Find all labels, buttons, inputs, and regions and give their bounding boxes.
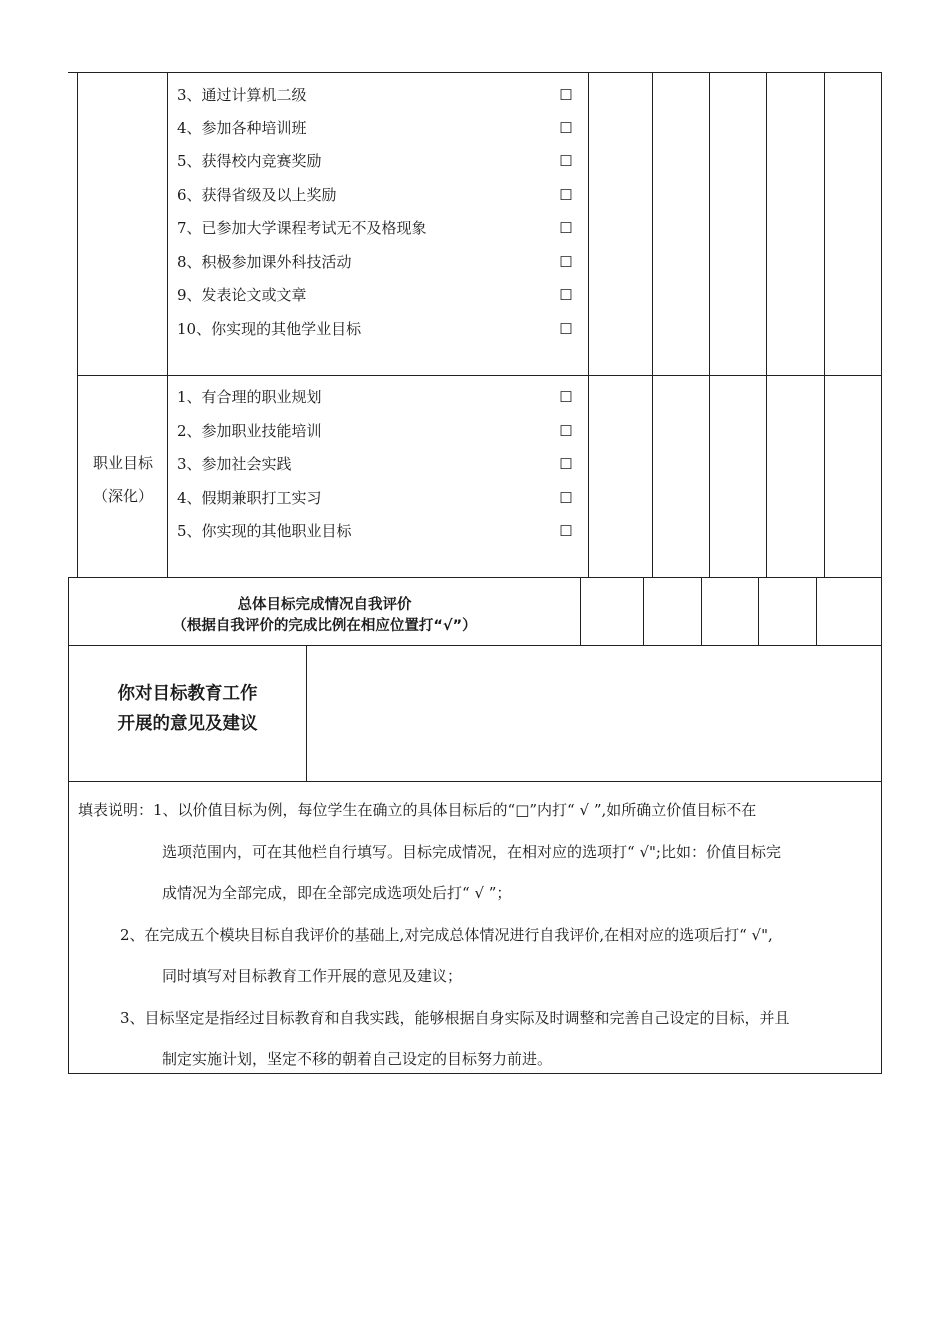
table-border-left: [68, 577, 69, 1074]
goal-checkbox[interactable]: ☐: [559, 455, 573, 473]
rating-cell[interactable]: [759, 578, 816, 645]
goal-item-label: 8、积极参加课外科技活动: [177, 253, 352, 271]
column-divider: [824, 72, 825, 578]
goal-checkbox[interactable]: ☐: [559, 286, 573, 304]
instructions-note-3: 制定实施计划，坚定不移的朝着自己设定的目标努力前进。: [162, 1050, 553, 1068]
summary-title: 总体目标完成情况自我评价: [237, 597, 412, 613]
goal-item-label: 1、有合理的职业规划: [177, 388, 322, 406]
goal-checkbox[interactable]: ☐: [559, 320, 573, 338]
column-divider: [588, 72, 589, 578]
instructions-note-2: 2、在完成五个模块目标自我评价的基础上,对完成总体情况进行自我评价,在相对应的选项后打“ √",: [120, 926, 773, 944]
table-border-right: [881, 577, 882, 1074]
row-divider: [77, 375, 882, 376]
column-divider: [709, 72, 710, 578]
goal-checkbox[interactable]: ☐: [559, 186, 573, 204]
career-category-title: 职业目标: [92, 454, 153, 472]
rating-cell[interactable]: [702, 578, 758, 645]
summary-instruction: （根据自我评价的完成比例在相应位置打“√”）: [172, 618, 477, 634]
overall-self-evaluation: [69, 595, 580, 637]
goal-item-label: 3、通过计算机二级: [177, 86, 307, 104]
instructions-note-3: 3、目标坚定是指经过目标教育和自我实践，能够根据自身实际及时调整和完善自己设定的目标，并且: [120, 1009, 790, 1027]
instructions-note-1: 选项范围内，可在其他栏自行填写。目标完成情况，在相对应的选项打“ √";比如：价值目标完: [162, 843, 781, 861]
instructions-note-2: 同时填写对目标教育工作开展的意见及建议；: [162, 967, 463, 985]
goal-item-label: 5、获得校内竞赛奖励: [177, 152, 322, 170]
goal-item-label: 6、获得省级及以上奖励: [177, 186, 337, 204]
table-border-bottom: [68, 1073, 882, 1074]
goal-item-label: 10、你实现的其他学业目标: [177, 320, 362, 338]
goal-checkbox[interactable]: ☐: [559, 253, 573, 271]
goal-checkbox[interactable]: ☐: [559, 489, 573, 507]
opinion-label-line2: 开展的意见及建议: [117, 714, 258, 734]
career-goal-category: [78, 447, 168, 513]
goal-item-label: 4、参加各种培训班: [177, 119, 307, 137]
rating-cell[interactable]: [581, 578, 643, 645]
goal-item-label: 3、参加社会实践: [177, 455, 292, 473]
goal-checkbox[interactable]: ☐: [559, 522, 573, 540]
goal-checkbox[interactable]: ☐: [559, 219, 573, 237]
goal-checkbox[interactable]: ☐: [559, 388, 573, 406]
goal-item-label: 2、参加职业技能培训: [177, 422, 322, 440]
goal-item-label: 9、发表论文或文章: [177, 286, 307, 304]
column-divider: [766, 72, 767, 578]
rating-cell[interactable]: [644, 578, 701, 645]
career-category-subtitle: （深化）: [92, 487, 153, 505]
instructions-note-1: 成情况为全部完成，即在全部完成选项处后打“ √ ”；: [162, 884, 512, 902]
goal-checkbox[interactable]: ☐: [559, 86, 573, 104]
goal-item-label: 7、已参加大学课程考试无不及格现象: [177, 219, 427, 237]
rating-cell[interactable]: [817, 578, 881, 645]
instructions-note-1: 填表说明：1、以价值目标为例，每位学生在确立的具体目标后的“□”内打“ √ ”,如所确立价值目标不在: [78, 801, 757, 819]
opinion-label-line1: 你对目标教育工作: [117, 684, 258, 704]
goal-item-label: 4、假期兼职打工实习: [177, 489, 322, 507]
table-border-top: [68, 72, 882, 73]
goal-checkbox[interactable]: ☐: [559, 119, 573, 137]
opinion-label: [69, 679, 306, 739]
column-divider: [652, 72, 653, 578]
goal-checkbox[interactable]: ☐: [559, 152, 573, 170]
opinion-input-area[interactable]: [307, 646, 881, 781]
goal-item-label: 5、你实现的其他职业目标: [177, 522, 352, 540]
table-border-right: [881, 72, 882, 578]
goal-checkbox[interactable]: ☐: [559, 422, 573, 440]
row-divider: [68, 781, 882, 782]
